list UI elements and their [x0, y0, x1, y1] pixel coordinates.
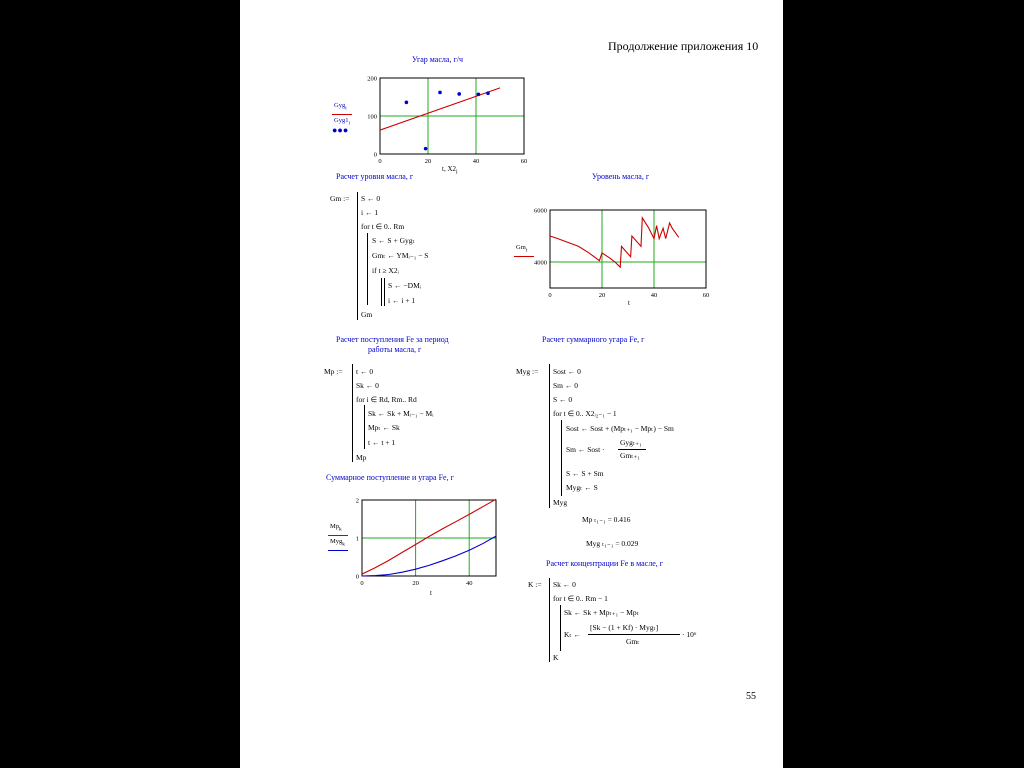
- x-tick-label: 60: [702, 292, 710, 299]
- chart-ugar-legend-line: Gyg$_t$: [334, 102, 347, 112]
- gm-line-3: for t ∈ 0.. Rm: [361, 222, 405, 231]
- chart-ugar-title: Угар масла, г/ч: [412, 55, 463, 64]
- x-tick-label: 0: [360, 580, 364, 587]
- chart-ugar-xlabel: t, $X2_i$: [442, 165, 458, 176]
- mp-line-1: t ← 0: [356, 367, 374, 376]
- mp-line-5: Mpₜ ← Sk: [368, 423, 400, 432]
- data-point-gyg1: [486, 91, 490, 95]
- myg-line-1: Sost ← 0: [553, 367, 581, 376]
- k-line-4b: · 10⁶: [682, 630, 697, 639]
- myg-line-6-den: Gmₜ₊₁: [620, 451, 641, 460]
- document-page: [240, 0, 783, 768]
- myg-section-title: Расчет суммарного угара Fe, г: [542, 335, 645, 344]
- mp-line-6: t ← t + 1: [368, 438, 396, 447]
- x-tick-label: 0: [548, 292, 552, 299]
- chart-summ-legend-1-swatch: [328, 535, 348, 536]
- mp-loop-bar: [364, 405, 365, 449]
- myg-loop-bar: [561, 420, 562, 496]
- chart-uroven-legend-swatch: [514, 256, 534, 257]
- myg-line-8: Mygₜ ← S: [566, 483, 598, 492]
- x-tick-label: 0: [378, 158, 382, 165]
- x-tick-label: 60: [520, 158, 528, 165]
- x-tick-label: 40: [472, 158, 480, 165]
- k-line-2: for t ∈ 0.. Rm − 1: [553, 594, 608, 603]
- gm-if-bar: [381, 278, 382, 306]
- page-header: Продолжение приложения 10: [608, 39, 759, 53]
- myg-line-9: Myg: [553, 498, 568, 507]
- series-line-gm: [550, 218, 679, 267]
- chart-summ: [355, 497, 498, 587]
- gm-section-title: Расчет уровня масла, г: [336, 172, 414, 181]
- chart-ugar-legend-line-swatch: [332, 114, 352, 115]
- x-tick-label: 40: [465, 580, 473, 587]
- mp-line-2: Sk ← 0: [356, 381, 379, 390]
- chart-uroven-legend: $Gm_t$: [516, 244, 528, 254]
- myg-line-7: S ← S + Sm: [566, 469, 604, 478]
- y-tick-label: 200: [367, 75, 377, 83]
- myg-line-5: Sost ← Sost + (Mpₜ₊₁ − Mpₜ) − Sm: [566, 424, 674, 433]
- chart-uroven: [534, 206, 710, 299]
- chart-ugar-legend-points-swatch: ●●●: [332, 125, 349, 135]
- gm-line-1: S ← 0: [361, 194, 381, 203]
- x-tick-label: 40: [650, 292, 658, 299]
- y-tick-label: 2: [355, 497, 359, 505]
- gm-line-2: i ← 1: [361, 208, 379, 217]
- k-line-4-den: Gmₜ: [626, 637, 640, 646]
- y-tick-label: 0: [355, 573, 359, 581]
- y-tick-label: 1: [355, 535, 359, 543]
- data-point-gyg1: [424, 147, 428, 151]
- mp-section-title-2: работы масла, г: [368, 345, 422, 354]
- k-prog-head: K :=: [528, 580, 542, 589]
- k-line-4-num: [Sk − (1 + Kf) · Mygₜ]: [590, 623, 659, 632]
- chart-summ-title: Суммарное поступление и угара Fe, г: [326, 473, 454, 482]
- myg-prog-head: Myg :=: [516, 367, 539, 376]
- gm-line-7: S ← −DMᵢ: [388, 281, 421, 290]
- data-point-gyg1: [438, 91, 442, 95]
- k-line-3: Sk ← Sk + Mpₜ₊₁ − Mpₜ: [564, 608, 639, 617]
- k-section-title: Расчет концентрации Fe в масле, г: [546, 559, 664, 568]
- myg-fraction-bar: [618, 449, 646, 450]
- gm-loop-bar: [367, 233, 368, 305]
- myg-line-3: S ← 0: [553, 395, 573, 404]
- data-point-gyg1: [457, 92, 461, 96]
- myg-line-2: Sm ← 0: [553, 381, 579, 390]
- chart-summ-legend-2: Myg$_k$: [330, 538, 345, 548]
- x-tick-label: 20: [598, 292, 606, 299]
- y-tick-label: 6000: [534, 207, 547, 215]
- chart-uroven-title: Уровень масла, г: [592, 172, 650, 181]
- chart-ugar: [368, 74, 528, 164]
- chart-summ-legend-1: $Mp_k$: [330, 523, 342, 533]
- myg-line-4: for t ∈ 0.. X2ᵢ₂₋₁ − 1: [553, 409, 617, 418]
- x-tick-label: 20: [412, 580, 419, 587]
- series-line-myg: [362, 536, 496, 576]
- gm-line-9: Gm: [361, 310, 373, 319]
- mp-prog-head: Mp :=: [324, 367, 343, 376]
- y-tick-label: 0: [373, 151, 377, 159]
- k-line-1: Sk ← 0: [553, 580, 576, 589]
- mp-line-3: for i ∈ Rd, Rm.. Rd: [356, 395, 417, 404]
- data-point-gyg1: [477, 93, 481, 97]
- mp-line-4: Sk ← Sk + Mᵢ₋₁ − Mᵢ: [368, 409, 434, 418]
- gm-line-4: S ← S + Gygₜ: [372, 236, 415, 245]
- plot-frame: [550, 210, 706, 288]
- y-tick-label: 4000: [534, 259, 547, 267]
- mp-line-7: Mp: [356, 453, 367, 462]
- myg-prog-bar: [549, 364, 550, 508]
- chart-ugar-legend-points: $Gyg1_i$: [334, 117, 350, 127]
- myg-line-6a: Sm ← Sost ·: [566, 445, 605, 454]
- gm-prog-head: Gm :=: [330, 194, 350, 203]
- page-number: 55: [746, 691, 756, 702]
- k-fraction-bar: [588, 634, 680, 635]
- myg-line-6-num: Gygₜ₊₁: [620, 438, 642, 447]
- y-tick-label: 100: [367, 113, 377, 121]
- mp-prog-bar: [352, 364, 353, 462]
- result-myg: Myg ₜ₁₋₁ = 0.029: [586, 539, 639, 548]
- x-tick-label: 20: [424, 158, 432, 165]
- gm-line-8: i ← i + 1: [388, 296, 416, 305]
- chart-summ-legend-2-swatch: [328, 550, 348, 551]
- result-mp: Mp ₜ₁₋₁ = 0.416: [582, 515, 631, 524]
- k-loop-bar: [560, 605, 561, 651]
- k-line-5: K: [553, 653, 559, 662]
- gm-line-5: Gmₜ ← YMᵢ₋₁ − S: [372, 251, 429, 260]
- mp-section-title-1: Расчет поступления Fe за период: [336, 335, 449, 344]
- gm-line-6: if t ≥ X2ᵢ: [372, 266, 399, 275]
- chart-summ-xlabel: t: [430, 589, 432, 597]
- k-line-4a: Kₜ ←: [564, 630, 582, 639]
- series-line-mp: [362, 499, 496, 574]
- gm-if-bar-2: [384, 278, 385, 306]
- chart-uroven-xlabel: t: [628, 299, 630, 307]
- data-point-gyg1: [405, 101, 409, 105]
- k-prog-bar: [549, 578, 550, 662]
- gm-prog-bar: [357, 192, 358, 320]
